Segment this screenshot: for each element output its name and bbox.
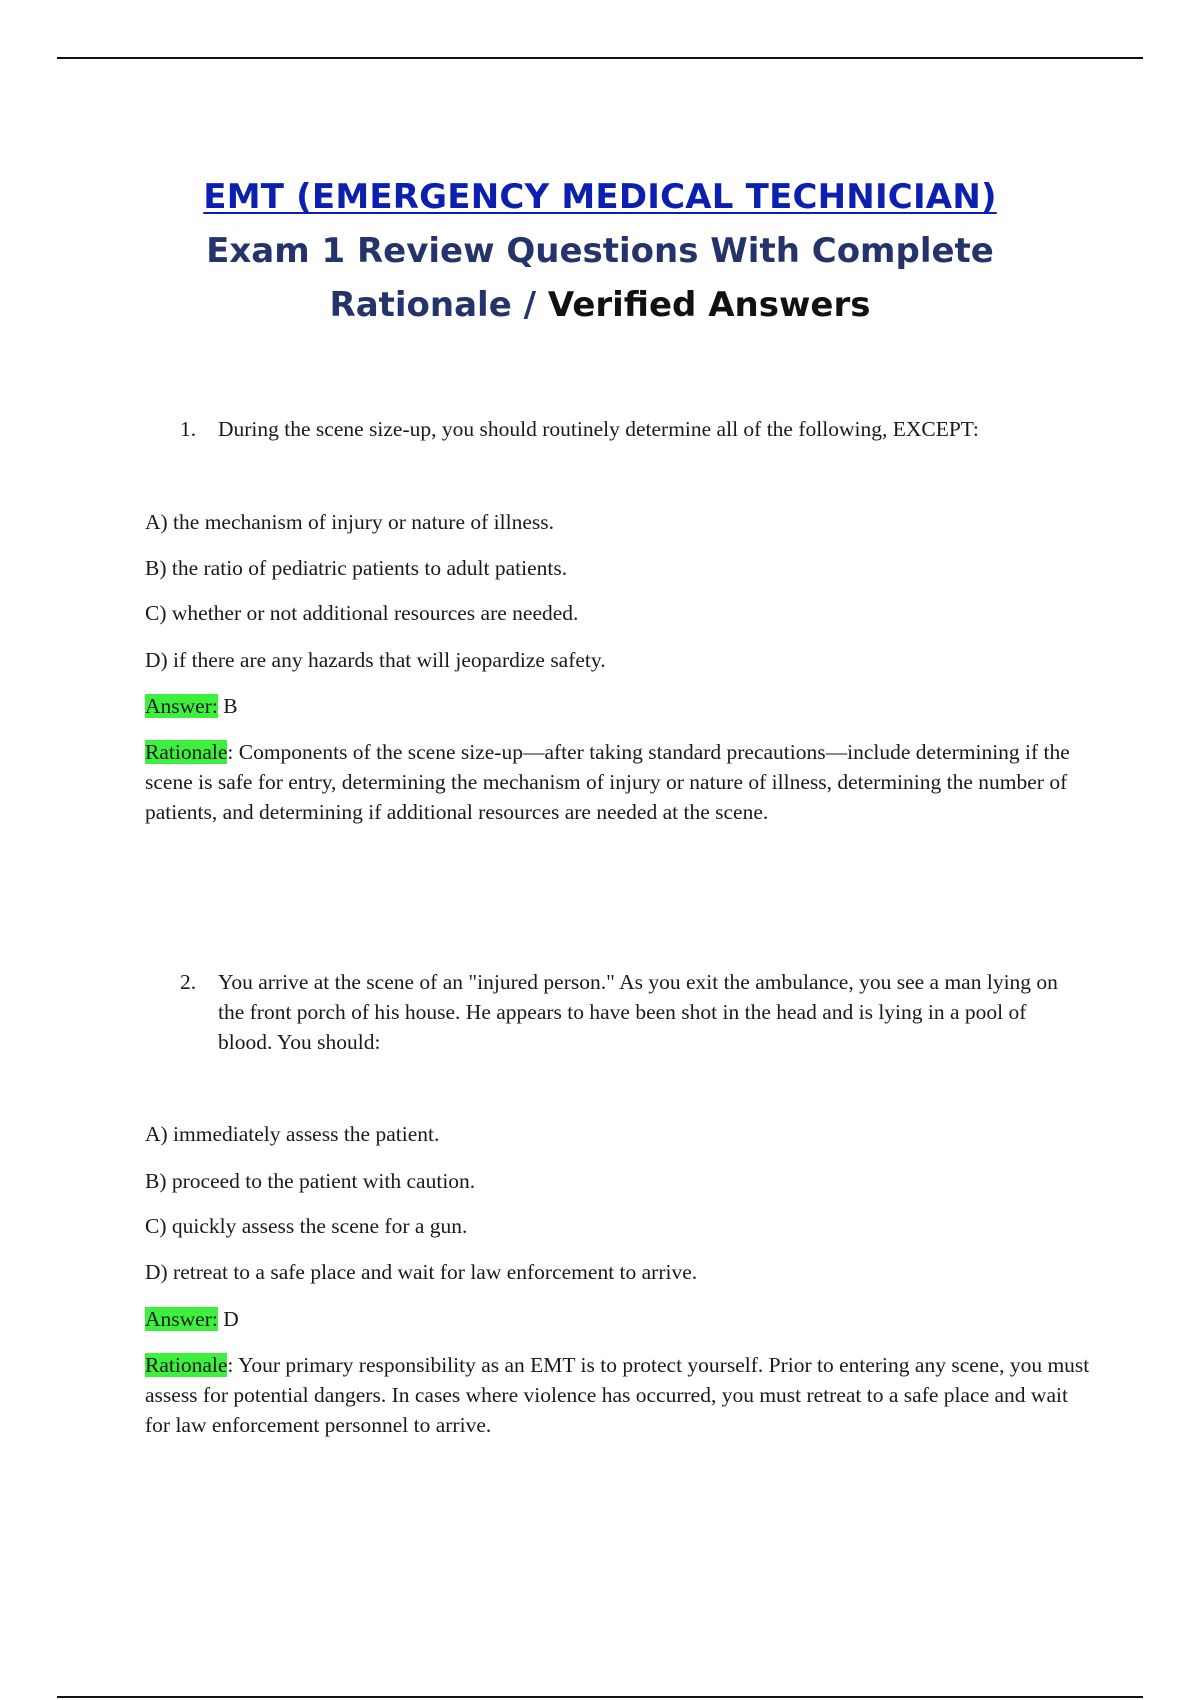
rationale	[145, 1350, 1090, 1440]
option-a: A) the mechanism of injury or nature of illness.	[145, 510, 554, 534]
question-number: 1.	[180, 417, 197, 441]
question-text: During the scene size-up, you should routinely determine all of the following, EXCEPT:	[218, 417, 979, 441]
document-title	[0, 170, 1200, 332]
question-text: You arrive at the scene of an "injured person." As you exit the ambulance, you see a man lying on the front porch of his house. He appears to have been shot in the head and is lying in a pool of blood. You should:	[218, 970, 1058, 1054]
answer-label: Answer:	[145, 1307, 218, 1331]
rationale-label: Rationale	[145, 740, 228, 764]
option-c: C) whether or not additional resources are needed.	[145, 601, 579, 625]
question-number: 2.	[180, 970, 197, 994]
option-b: B) proceed to the patient with caution.	[145, 1169, 476, 1193]
answer-line	[145, 691, 238, 721]
question-1	[180, 414, 1085, 444]
title-line-3-part-a: Rationale /	[329, 285, 548, 325]
answer-value: B	[217, 694, 238, 718]
option-b: B) the ratio of pediatric patients to adult patients.	[145, 556, 568, 580]
rationale-label: Rationale	[145, 1353, 228, 1377]
bottom-rule	[57, 1696, 1143, 1698]
rationale-text: : Your primary responsibility as an EMT is to protect yourself. Prior to entering any scene, you must assess for potential dangers. In cases where violence has occurred, you must retreat to a safe place and wait for law enforcement personnel to arrive.	[145, 1353, 1090, 1437]
title-line-1: EMT (EMERGENCY MEDICAL TECHNICIAN)	[203, 177, 997, 217]
answer-line	[145, 1304, 239, 1334]
question-2	[180, 967, 1085, 1057]
option-d: D) retreat to a safe place and wait for law enforcement to arrive.	[145, 1260, 698, 1284]
title-line-3-part-b: Verified Answers	[547, 285, 871, 325]
option-c: C) quickly assess the scene for a gun.	[145, 1214, 468, 1238]
option-d: D) if there are any hazards that will jeopardize safety.	[145, 648, 606, 672]
title-line-2: Exam 1 Review Questions With Complete	[206, 231, 994, 271]
title-line-3	[0, 278, 1200, 332]
top-rule	[57, 57, 1143, 59]
rationale-text: : Components of the scene size-up—after taking standard precautions—include determining if the scene is safe for entry, determining the mechanism of injury or nature of illness, determining the number of patients, and determining if additional resources are needed at the scene.	[145, 740, 1070, 824]
option-a: A) immediately assess the patient.	[145, 1122, 440, 1146]
answer-label: Answer:	[145, 694, 218, 718]
rationale	[145, 737, 1090, 827]
answer-value: D	[217, 1307, 239, 1331]
